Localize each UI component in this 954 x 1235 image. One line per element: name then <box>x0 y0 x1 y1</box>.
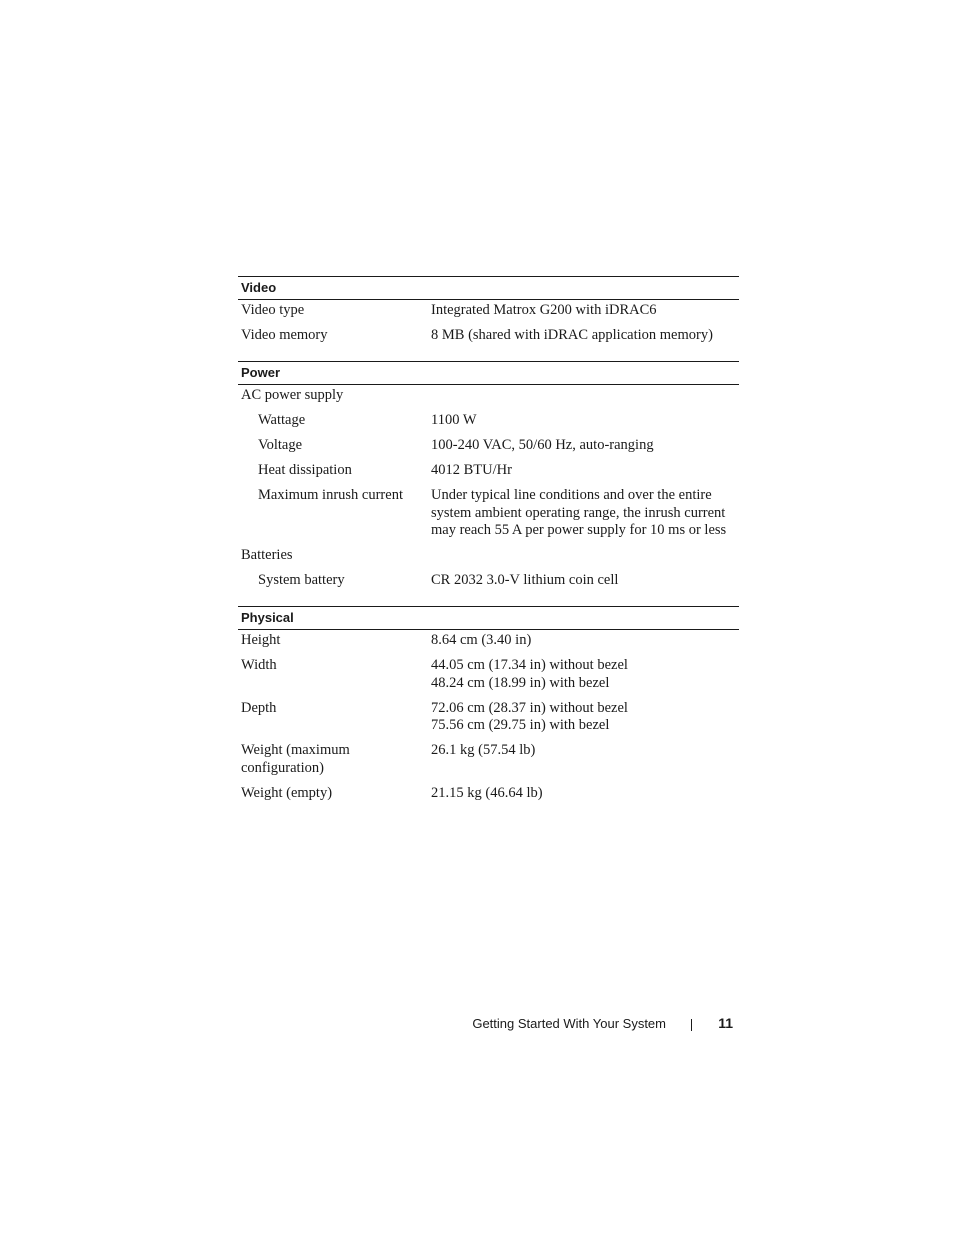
section-video <box>238 276 739 352</box>
section-rows <box>238 630 739 810</box>
spec-value: 8.64 cm (3.40 in) <box>431 632 532 648</box>
section-heading: Physical <box>238 606 739 630</box>
spec-row <box>238 700 739 743</box>
spec-row <box>238 572 739 597</box>
section-heading: Video <box>238 276 739 300</box>
section-gap <box>238 352 739 361</box>
spec-value: Under typical line conditions and over the entire system ambient operating range, the inrush current may reach 55 A per power supply for 10 ms or less <box>431 487 727 538</box>
spec-label: System battery <box>258 572 345 588</box>
section-rows <box>238 385 739 597</box>
spec-label: Voltage <box>258 437 303 453</box>
spec-value: 100-240 VAC, 50/60 Hz, auto-ranging <box>431 437 654 453</box>
spec-label: Height <box>241 632 281 648</box>
section-rows <box>238 300 739 352</box>
spec-label: Weight (empty) <box>241 784 333 801</box>
spec-value <box>431 387 739 405</box>
section-heading: Power <box>238 361 739 385</box>
page-footer <box>0 1013 954 1035</box>
spec-value <box>431 547 739 565</box>
spec-value: Integrated Matrox G200 with iDRAC6 <box>431 302 657 318</box>
spec-label: Batteries <box>241 547 293 563</box>
page-number: 11 <box>718 1015 733 1031</box>
spec-row <box>238 657 739 700</box>
section-physical <box>238 606 739 810</box>
spec-row <box>238 412 739 437</box>
spec-row <box>238 437 739 462</box>
spec-value: 4012 BTU/Hr <box>431 462 512 478</box>
spec-label: AC power supply <box>241 387 344 403</box>
spec-label: Maximum inrush current <box>258 487 403 503</box>
spec-row <box>238 487 739 547</box>
spec-value: 21.15 kg (46.64 lb) <box>431 784 543 801</box>
spec-label: Video type <box>241 302 305 318</box>
spec-label: Width <box>241 657 277 673</box>
spec-label: Wattage <box>258 412 306 428</box>
spec-row <box>238 387 739 412</box>
spec-value: CR 2032 3.0-V lithium coin cell <box>431 572 619 588</box>
spec-row <box>238 547 739 572</box>
spec-label: Depth <box>241 699 277 716</box>
spec-row <box>238 632 739 657</box>
footer-chapter-title: Getting Started With Your System <box>472 1016 666 1031</box>
spec-row <box>238 742 739 785</box>
section-gap <box>238 597 739 606</box>
spec-row <box>238 462 739 487</box>
spec-row <box>238 327 739 352</box>
spec-value: 44.05 cm (17.34 in) without bezel 48.24 cm (18.99 in) with bezel <box>431 657 628 691</box>
spec-row <box>238 302 739 327</box>
spec-value: 26.1 kg (57.54 lb) <box>431 742 536 758</box>
spec-table <box>238 276 739 810</box>
footer-separator <box>691 1019 692 1031</box>
spec-value: 8 MB (shared with iDRAC application memory) <box>431 327 713 343</box>
spec-label: Heat dissipation <box>258 462 352 478</box>
spec-value: 1100 W <box>431 412 477 428</box>
spec-row <box>238 785 739 810</box>
section-power <box>238 361 739 597</box>
spec-value: 72.06 cm (28.37 in) without bezel 75.56 cm (29.75 in) with bezel <box>431 699 628 733</box>
spec-label: Video memory <box>241 327 328 343</box>
spec-label: Weight (maximum configuration) <box>241 742 350 776</box>
